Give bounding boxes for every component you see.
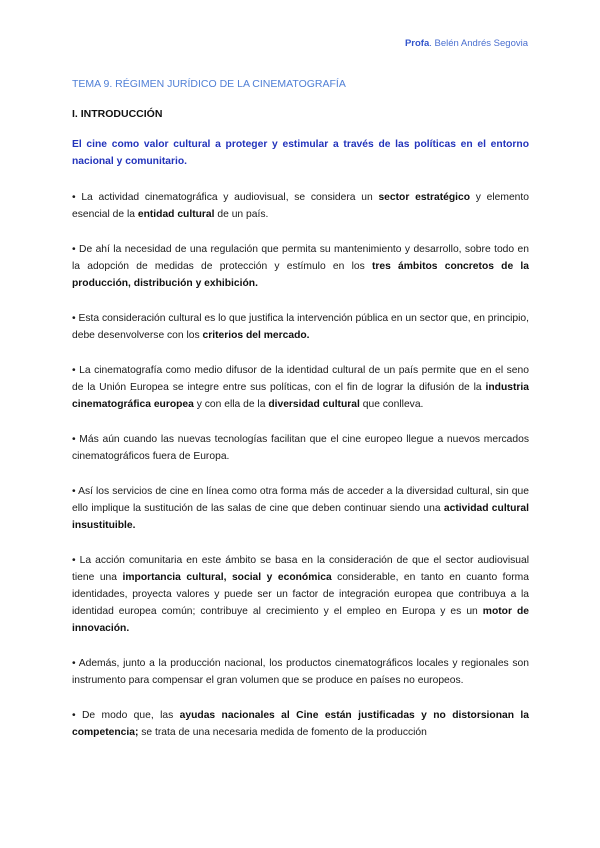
bold-text: sector estratégico	[378, 192, 471, 203]
text-run: • Así los servicios de cine en línea como otra forma más de acceder a la diversidad cultural, sin que ello implique la sustitución de las salas de cine que deben continuar siendo una	[72, 486, 529, 514]
bold-text: tres ámbitos concretos de la producción, distribución y exhibición.	[72, 261, 529, 289]
bold-text: industria cinematográfica europea	[72, 382, 529, 410]
text-run: • Más aún cuando las nuevas tecnologías facilitan que el cine europeo llegue a nuevos mercados cinematográficos fuera de Europa.	[72, 434, 529, 462]
bold-text: ayudas nacionales al Cine están justificadas y no distorsionan la competencia;	[72, 710, 529, 738]
paragraph	[72, 310, 529, 344]
text-run: y elemento esencial de la	[72, 192, 529, 220]
bold-text: diversidad cultural	[268, 399, 360, 410]
header-author: . Belén Andrés Segovia	[429, 38, 528, 49]
bold-text: actividad cultural insustituible.	[72, 503, 529, 531]
text-run: • Esta consideración cultural es lo que justifica la intervención pública en un sector que, en principio, debe desenvolverse con los	[72, 313, 529, 341]
page-header	[405, 38, 528, 49]
paragraph-list	[72, 189, 529, 741]
text-run: se trata de una necesaria medida de fomento de la producción	[138, 727, 427, 738]
text-run: • La acción comunitaria en este ámbito se basa en la consideración de que el sector audiovisual tiene una	[72, 555, 529, 583]
paragraph	[72, 431, 529, 465]
lead-statement: El cine como valor cultural a proteger y estimular a través de las políticas en el entorno nacional y comunitario.	[72, 139, 529, 167]
bold-text: motor de innovación.	[72, 606, 529, 634]
text-run: • De ahí la necesidad de una regulación que permita su mantenimiento y desarrollo, sobre todo en la adopción de medidas de protección y estímulo en los	[72, 244, 529, 272]
text-run: • Además, junto a la producción nacional, los productos cinematográficos locales y regionales son instrumento para compensar el gran volumen que se produce en países no europeos.	[72, 658, 529, 686]
paragraph	[72, 655, 529, 689]
topic-title: TEMA 9. RÉGIMEN JURÍDICO DE LA CINEMATOGRAFÍA	[72, 78, 346, 90]
paragraph	[72, 707, 529, 741]
bold-text: entidad cultural	[137, 209, 215, 220]
bold-text: criterios del mercado.	[202, 330, 310, 341]
paragraph	[72, 189, 529, 223]
header-prefix: Profa	[404, 38, 430, 49]
section-heading: I. INTRODUCCIÓN	[72, 108, 163, 120]
paragraph	[72, 362, 529, 413]
paragraph	[72, 241, 529, 292]
text-run: y con ella de la	[193, 399, 269, 410]
bold-text: importancia cultural, social y económica	[122, 572, 332, 583]
paragraph	[72, 552, 529, 637]
text-run: • La actividad cinematográfica y audiovisual, se considera un	[72, 192, 379, 203]
document-body	[72, 78, 529, 759]
text-run: que conlleva.	[359, 399, 424, 410]
text-run: considerable, en tanto en cuanto forma identidades, proyecta valores y puede ser un factor de integración europea que contribuya a la identidad europea común; contribuye al crecimiento y el empleo en Europa y es un	[72, 572, 529, 617]
text-run: • De modo que, las	[72, 710, 180, 721]
text-run: de un país.	[214, 209, 269, 220]
text-run: • La cinematografía como medio difusor de la identidad cultural de un país permite que en el seno de la Unión Europea se integre entre sus políticas, con el fin de lograr la difusión de la	[72, 365, 529, 393]
paragraph	[72, 483, 529, 534]
